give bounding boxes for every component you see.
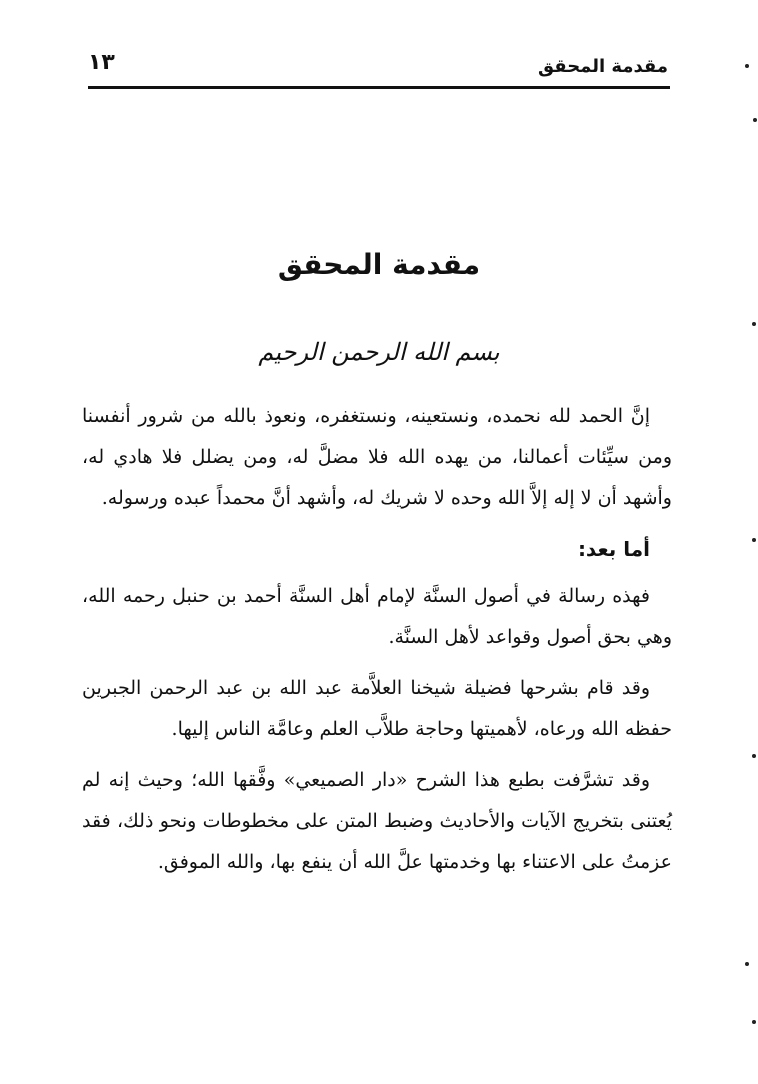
header-rule: [88, 86, 670, 89]
running-header-title: مقدمة المحقق: [538, 56, 668, 77]
scan-mark: [752, 322, 756, 326]
scan-mark: [752, 754, 756, 758]
scan-mark: [752, 1020, 756, 1024]
basmala-text: بسم الله الرحمن الرحيم: [258, 338, 500, 366]
paragraph: وقد قام بشرحها فضيلة شيخنا العلاَّمة عبد الله بن عبد الرحمن الجبرين حفظه الله ورعاه، لأهميتها وحاجة طلاَّب العلم وعامَّة الناس إليها.: [82, 677, 672, 740]
scan-mark: [745, 64, 749, 68]
paragraph: وقد تشرَّفت بطبع هذا الشرح «دار الصميعي» وفَّقها الله؛ وحيث إنه لم يُعتنى بتخريج الآيات والأحاديث وضبط المتن على مخطوطات ونحو ذلك، فقد عزمتُ على الاعتناء بها وخدمتها علَّ الله أن ينفع بها، والله الموفق.: [82, 769, 672, 873]
scan-mark: [745, 962, 749, 966]
scan-mark: [752, 538, 756, 542]
chapter-title: مقدمة المحقق: [277, 248, 481, 281]
paragraph: إنَّ الحمد لله نحمده، ونستعينه، ونستغفره، ونعوذ بالله من شرور أنفسنا ومن سيِّئات أعمالنا، من يهده الله فلا مضلَّ له، ومن يضلل فلا هادي له، وأشهد أن لا إله إلاَّ الله وحده لا شريك له، وأشهد أنَّ محمداً عبده ورسوله.: [82, 405, 672, 509]
scan-mark: [753, 118, 757, 122]
page-number: ١٣: [88, 50, 115, 75]
paragraph: فهذه رسالة في أصول السنَّة لإمام أهل السنَّة أحمد بن حنبل رحمه الله، وهي بحق أصول وقواعد لأهل السنَّة.: [82, 585, 672, 648]
subheading: أما بعد:: [577, 537, 650, 561]
running-header: [88, 50, 668, 86]
basmala-calligraphy: [0, 338, 758, 366]
body-text: [82, 396, 672, 893]
